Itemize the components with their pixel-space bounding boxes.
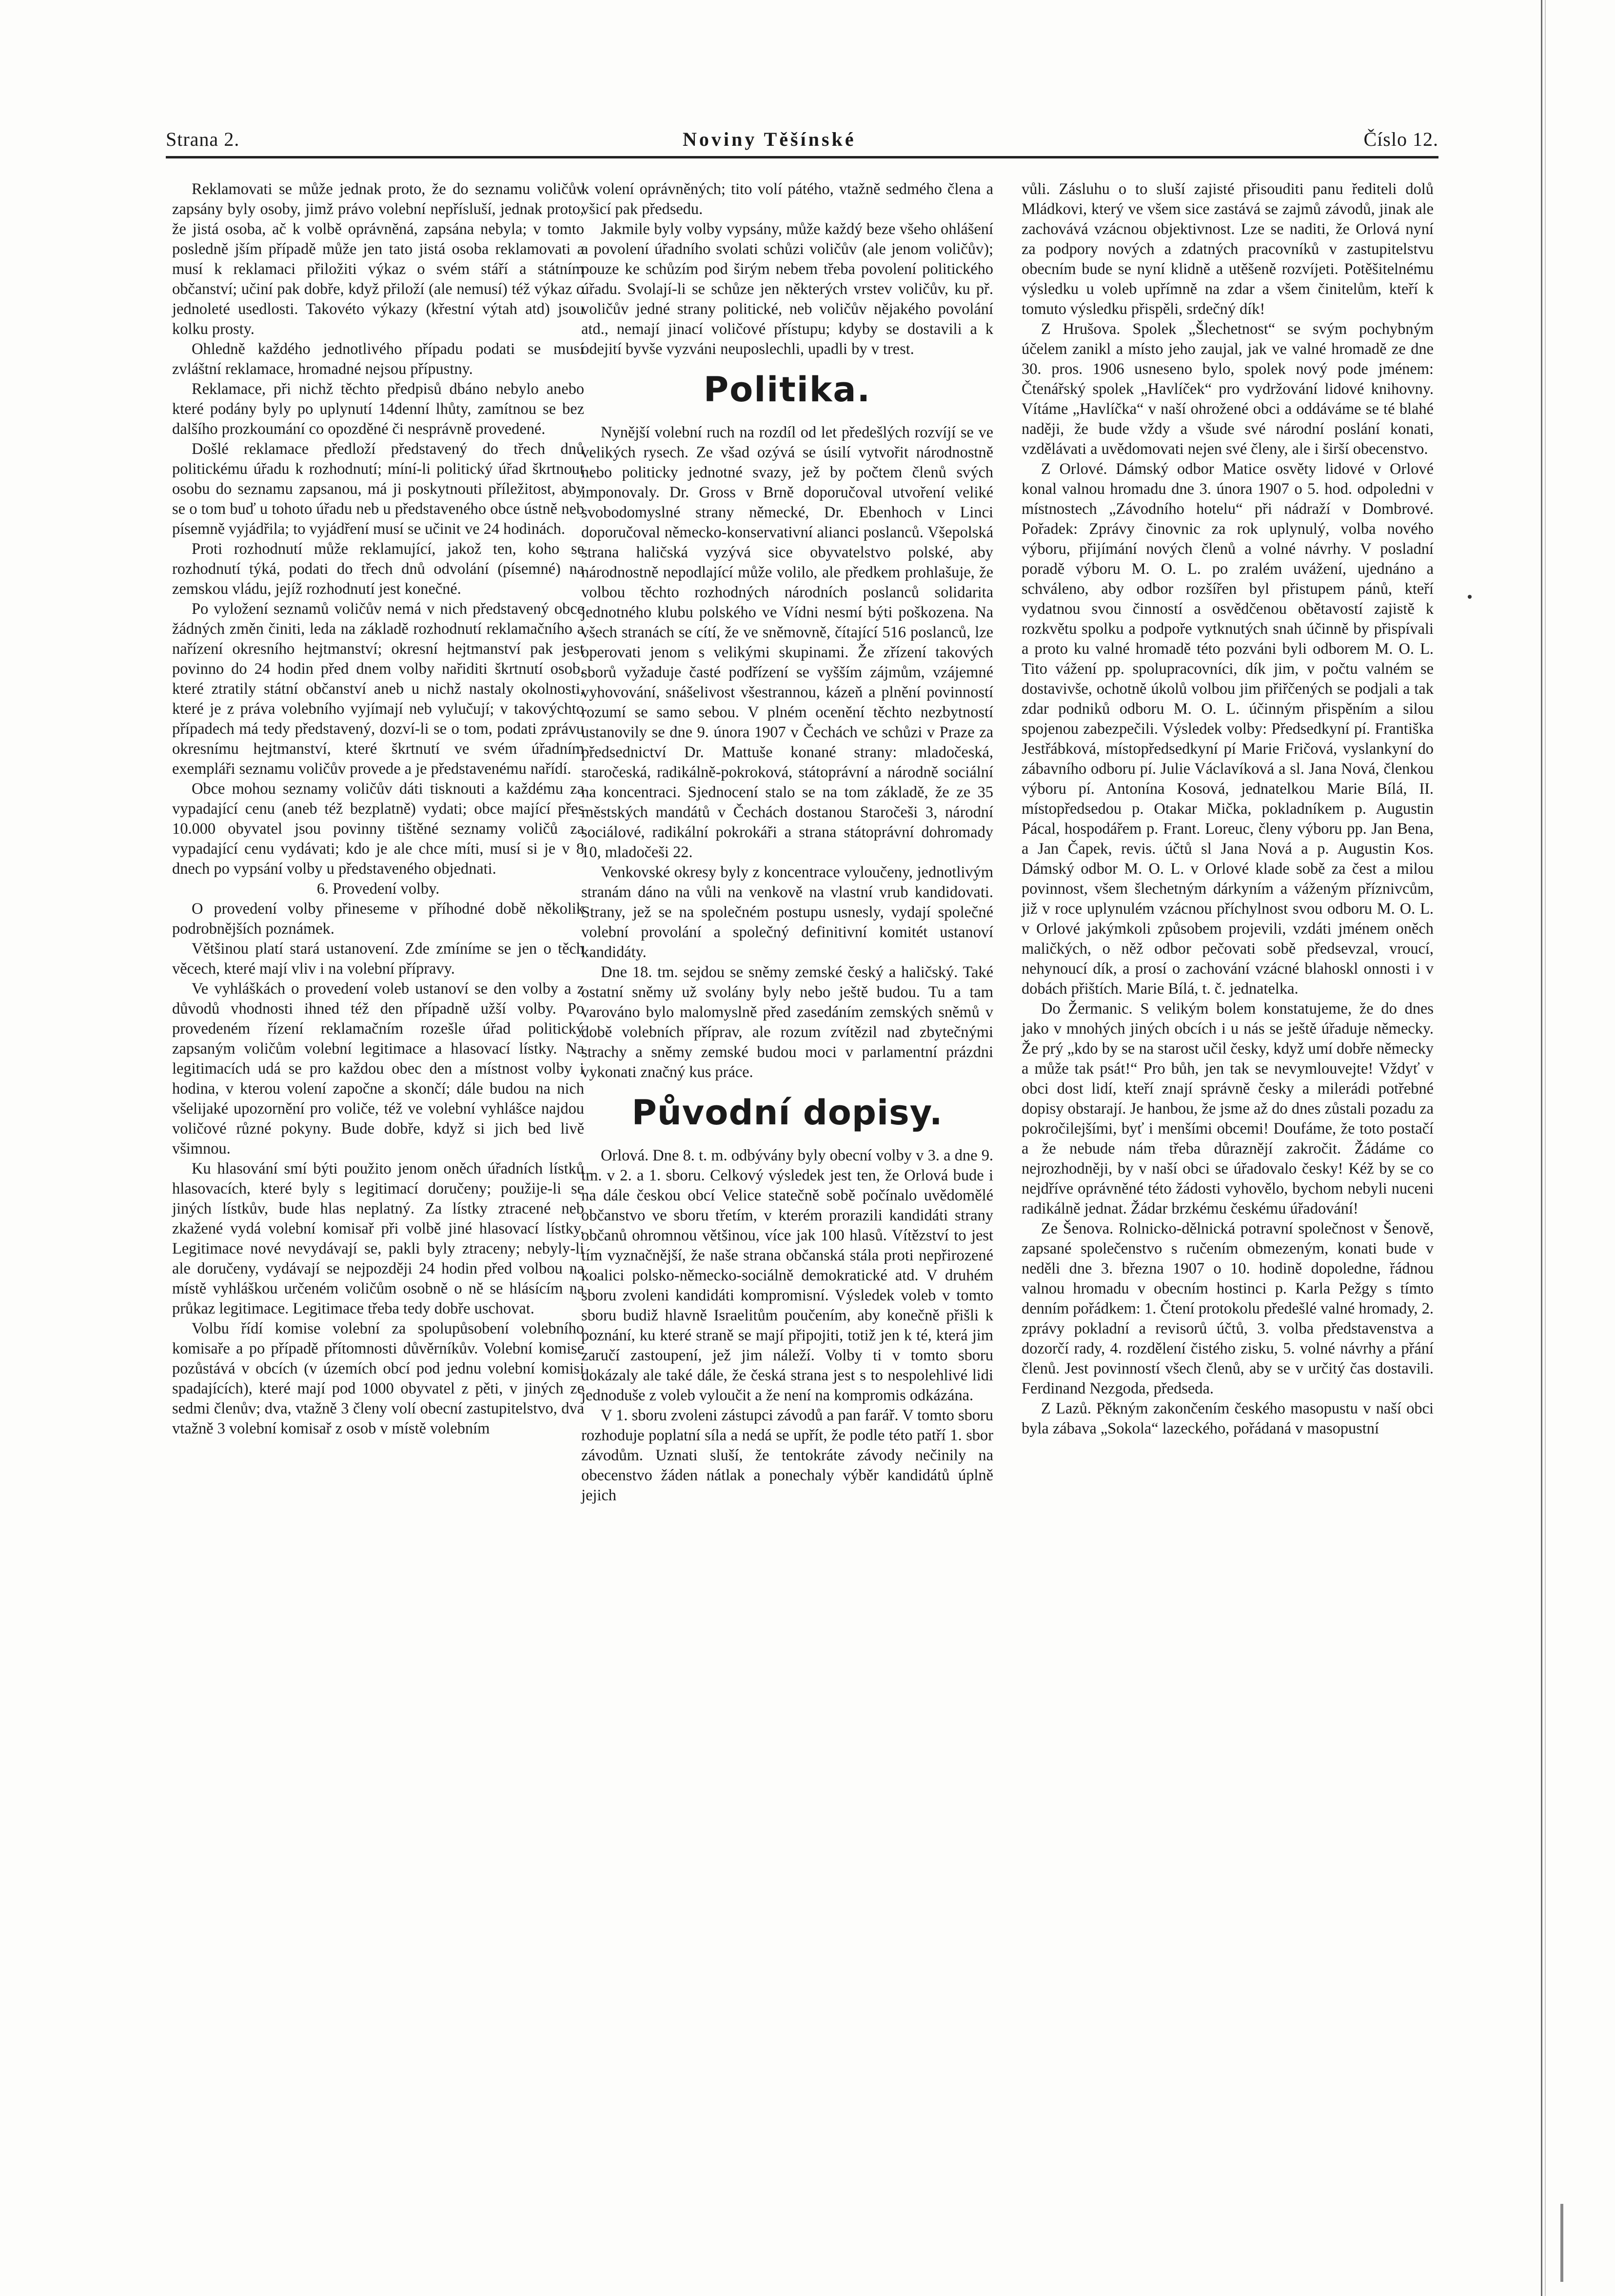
- paragraph: Ze Šenova. Rolnicko-dělnická potravní společnost v Šenově, zapsané společenstvo s ručením obmezeným, konati bude v neděli dne 3. března 1907 o 10. hodině dopoledne, řádnou valnou hromadu v obecním hostinci p. Karla Pežgy s tímto denním pořádkem: 1. Čtení protokolu předešlé valné hromady, 2. zprávy pokladní a revisorů účtů, 3. volba představenstva a dozorčí rady, 4. rozdělení čistého zisku, 5. volné návrhy a přání členů. Jest povinností všech členů, aby se v určitý čas dostavili. Ferdinand Nezgoda, předseda.: [1022, 1220, 1434, 1397]
- paragraph: Obce mohou seznamy voličův dáti tisknouti a každému za vypadající cenu (aneb též bezplatně) vydati; obce mající přes 10.000 obyvatel jsou povinny tištěné seznamy voličů za vypadající cenu vydávati; kdo je ale chce míti, musí si je v 8 dnech po vypsání volby u představeného objednati.: [172, 780, 584, 878]
- paragraph: Reklamovati se může jednak proto, že do seznamu voličův zapsány byly osoby, jimž právo volební nepřísluší, jednak proto, že jistá osoba, ač k volbě oprávněná, zapsána nebyla; v tomto posledně jším případě může jen tato jistá osoba reklamovati a musí k reklamaci přiložiti výkaz o svém stáří a státním občanství; učiní pak dobře, když přiloží (ale nemusí) též výkaz o jednoleté usedlosti. Takovéto výkazy (křestní výtah atd) jsou kolku prosty.: [172, 180, 584, 338]
- paragraph: Ve vyhláškách o provedení voleb ustanoví se den volby a z důvodů vhodnosti ihned též den případně užší volby. Po provedeném řízení reklamačním rozešle úřad politický zapsaným voličům volební legitimace a hlasovací lístky. Na legitimacích udá se pro každou obec den a místnost volby i hodina, v kterou volení započne a skončí; dále budou na nich všelijaké upozornění pro voliče, též ve volební vyhlášce najdou voličové různé pokyny. Bude dobře, když si jich bed livě všimnou.: [172, 980, 584, 1158]
- paragraph: Ohledně každého jednotlivého případu podati se musí zvláštní reklamace, hromadné nejsou přípustny.: [172, 340, 584, 378]
- scan-edge-shadow: [1545, 0, 1546, 2296]
- paragraph: O provedení volby přineseme v příhodné době několik podrobnějších poznámek.: [172, 900, 584, 938]
- paragraph: Z Hrušova. Spolek „Šlechetnost“ se svým pochybným účelem zanikl a místo jeho zaujal, jak ve valné hromadě ze dne 30. pros. 1906 usneseno bylo, spolek nový pode jménem: Čtenářský spolek „Havlíček“ pro vydržování lidové knihovny. Vítáme „Havlíčka“ v naší ohrožené obci a oddáváme se té blahé naději, že bude vždy a všude své národní poslání konati, vzdělávati a uvědomovati nejen své členy, ale i širší obecenstvo.: [1022, 320, 1434, 458]
- paragraph: Orlová. Dne 8. t. m. odbývány byly obecní volby v 3. a dne 9. tm. v 2. a 1. sboru. Celkový výsledek jest ten, že Orlová bude i na dále českou obcí Velice statečně sobě počínalo uvědomělé občanstvo ve sboru třetím, v kterém prorazili kandidáti strany občanů ohromnou většinou, více jak 100 hlasů. Vítězství to jest tím vyznačnější, že naše strana občanská stála proti nepřirozené koalici polsko-německo-sociálně demokratické atd. V druhém sboru zvoleni kandidáti kompromisní. Výsledek voleb v tomto sboru budiž hlavně Israelitům poučením, aby konečně přišli k poznání, ku které straně se mají připojiti, totiž jen k té, která jim zaručí zastoupení, jež jim náleží. Volby ti v tomto sboru dokázaly ale také dále, že česká strana jest s to nespolehlivé lidi jednoduše z voleb vyloučit a že není na kompromis odkázána.: [581, 1147, 993, 1404]
- paragraph: Většinou platí stará ustanovení. Zde zmíníme se jen o těch věcech, které mají vliv i na volební přípravy.: [172, 940, 584, 978]
- ink-speck: [1468, 595, 1472, 599]
- page-header: [166, 128, 1438, 157]
- paragraph: k volení oprávněných; tito volí pátého, vtažně sedmého člena a všicí pak předsedu.: [581, 180, 993, 218]
- paragraph: Nynější volební ruch na rozdíl od let předešlých rozvíjí se ve velikých rysech. Ze všad ozývá se úsilí vytvořit národnostně nebo politicky jednotné svazy, jež by počtem členů svých imponovaly. Dr. Gross v Brně doporučoval utvoření veliké svobodomyslné strany německé, Dr. Ebenhoch v Linci doporučoval německo-konservativní alianci poslanců. Všepolská strana haličská vyzývá sice obyvatelstvo polské, aby národnostně nepodlající může volilo, ale předkem prohlašuje, že volbou těchto rozhodných národních poslanců solidarita jednotného klubu polského ve Vídni nesmí býti poškozena. Na všech stranách se cítí, že ve sněmovně, čítající 516 poslanců, lze operovati jenom s velikými skupinami. Že zřízení takových sborů vyžaduje časté podřízení se vyšším zájmům, vzájemné vyhovování, snášelivost všestrannou, kázeň a plnění povinností rozumí se samo sebou. V plném ocenění těchto nezbytností ustanovily se dne 9. února 1907 v Čechách ve schůzi v Praze za předsednictví Dr. Mattuše konané strany: mladočeská, staročeská, radikálně-pokroková, státoprávní a národně sociální na koncentraci. Sjednocení stalo se na tom základě, že ze 35 městských mandátů v Čechách dostanou Staročeši 3, národní sociálové, radikální pokrokáři a strana státoprávní dohromady 10, mladočeši 22.: [581, 424, 993, 861]
- paragraph: Po vyložení seznamů voličův nemá v nich představený obce žádných změn činiti, leda na základě rozhodnutí reklamačního a nařízení okresního hejtmanství; okresní hejtmanství pak jest povinno do 24 hodin před dnem volby nařiditi škrtnutí osob, které ztratily státní občanství aneb u nichž nastaly okolnosti, které je z práva volebního vyjímají neb vylučují; v takovýchto případech má tedy představený, dozví-li se o tom, podati zprávu okresnímu hejtmanství, které škrtnutí ve svém úřadním exempláři seznamu voličův provede a je představenému nařídí.: [172, 600, 584, 778]
- header-rule: [166, 156, 1438, 158]
- paragraph: Do Žermanic. S velikým bolem konstatujeme, že do dnes jako v mnohých jiných obcích i u nás se ještě úřaduje německy. Že prý „kdo by se na starost učil česky, když umí dobře německy a může tak psát!“ Pro bůh, jen tak se nevymlouvejte! Vždyť v obci dost lidí, kteří znají správně česky a milerádi potřebné dopisy obstarají. Je hanbou, že jsme až do dnes zůstali pozadu za pokročilejšími, byť i menšími obcemi! Doufáme, že toto postačí a že nebude nám třeba důraznějí zakročit. Žádáme co nejrozhodněji, by v naší obci se úřadovalo česky! Kéž by se co nejdříve oprávněné této žádosti vyhovělo, bychom nebyli nuceni radikálně jednat. Žádar brzkému českému úřadování!: [1022, 1000, 1434, 1217]
- page-number: Strana 2.: [166, 128, 240, 150]
- column-2: [581, 179, 993, 1506]
- paragraph: Z Lazů. Pěkným zakončením českého masopustu v naší obci byla zábava „Sokola“ lazeckého, pořádaná v masopustní: [1022, 1400, 1434, 1437]
- section-heading-politika: Politika.: [703, 370, 871, 410]
- paragraph: Volbu řídí komise volební za spolupůsobení volebního komisaře a po případě přítomnosti důvěrníkův. Volební komise pozůstává v obcích (v územích obcí pod jednu volební komisi spadajících), které mají pod 1000 obyvatel z pěti, v jiných ze sedmi členův; dva, vtažně 3 členy volí obecní zastupitelstvo, dva vtažně 3 volební komisař z osob v místě volebním: [172, 1320, 584, 1437]
- section-heading-dopisy: Původní dopisy.: [631, 1093, 943, 1133]
- column-3: [1022, 179, 1434, 1439]
- paragraph: Dne 18. tm. sejdou se sněmy zemské český a haličský. Také ostatní sněmy už svolány byly nebo ještě budou. Tu a tam varováno bylo malomyslně před zasedáním zemských sněmů v době volebních příprav, ale rozum zvítězil nad zbytečnými strachy a sněmy zemské budou moci v parlamentní prázdni vykonati značný kus práce.: [581, 963, 993, 1081]
- paragraph: Došlé reklamace předloží představený do třech dnů politickému úřadu k rozhodnutí; míní-li politický úřad škrtnout osobu do seznamu zapsanou, má ji poskytnouti příležitost, aby se o tom buď u tohoto úřadu neb u představeného obce ústně neb písemně vyjádřila; to vyjádření musí se učinit ve 24 hodinách.: [172, 440, 584, 538]
- section-subheading: 6. Provedení volby.: [316, 880, 440, 898]
- issue-number: Číslo 12.: [1363, 128, 1438, 150]
- paragraph: Jakmile byly volby vypsány, může každý beze všeho ohlášení a povolení úřadního svolati schůzi voličův (ale jenom voličův); pouze ke schůzím pod širým nebem třeba povolení politického úřadu. Svolají-li se schůze jen některých vrstev voličův, ku př. voličův jedné strany politické, neb voličův nějakého povolání atd., nemají jinací voličové přístupu; kdyby se dostavili a k odejití byvše vyzváni neuposlechli, upadli by v trest.: [581, 220, 993, 358]
- paragraph: Proti rozhodnutí může reklamující, jakož ten, koho se rozhodnutí týká, podati do třech dnů odvolání (písemné) na zemskou vládu, jejíž rozhodnutí jest konečné.: [172, 540, 584, 598]
- scan-edge-mark: [1560, 2204, 1563, 2282]
- paragraph: V 1. sboru zvoleni zástupci závodů a pan farář. V tomto sboru rozhoduje poplatní síla a nedá se upřít, že podle této patří 1. sbor závodům. Uznati sluší, že tentokráte závody nečinily na obecenstvo žáden nátlak a ponechaly výběr kandidátů úplně jejich: [581, 1407, 993, 1504]
- paragraph: vůli. Zásluhu o to sluší zajisté přisouditi panu řediteli dolů Mládkovi, který ve všem sice zastává se zajmů závodů, jinak ale zachovává vzácnou objektivnost. Lze se naditi, že Orlová nyní za podpory nových a zdatných pracovníků v zastupitelstvu obecním bude se nyní klidně a utěšeně rozvíjeti. Potěšitelnému výsledku u voleb upřímně na zdar a všem činitelům, kteří k tomuto výsledku přispěli, srdečný dík!: [1022, 180, 1434, 318]
- paragraph: Venkovské okresy byly z koncentrace vyloučeny, jednotlivým stranám dáno na vůli na venkově na vlastní vrub kandidovati. Strany, jež se na společném postupu usnesly, vydají společné volební provolání a společný definitivní komitét ustanoví kandidáty.: [581, 863, 993, 961]
- newspaper-title: Noviny Těšínské: [683, 128, 856, 150]
- paragraph: Z Orlové. Dámský odbor Matice osvěty lidové v Orlové konal valnou hromadu dne 3. února 1907 o 5. hod. odpoledni v místnostech „Závodního hotelu“ při nádraží v Dombrové. Pořadek: Zprávy činovnic za rok uplynulý, volba nového výboru, přijímání nových členů a volné návrhy. V posladní poradě výboru M. O. L. po zralém uvážení, ujednáno a schváleno, aby odbor rozšířen byl přistupem pánů, kteří vydatnou svou činností a osvědčenou obětavostí zajistě k rozkvětu spolku a podpoře vytknutých snah účinně by přispívali a proto ku valné hromadě této pozváni byli odborem M. O. L. Tito vážení pp. spolupracovníci, dík jim, v počtu valném se dostavivše, ochotně úkolů volbou jim přiřčených se podjali a tak zdar podniků odboru M. O. L. účinným přispěním a silou spojenou zabezpečili. Výsledek volby: Předsedkyní pí. Františka Jestřábková, místopředsedkyní pí Marie Fričová, vyslankyní do zábavního odboru pí. Julie Václavíková a sl. Jana Nová, členkou výboru pí. Antonína Kosová, jednatelkou Marie Bílá, II. místopředsedou p. Otakar Mička, pokladníkem p. Augustin Pácal, hospodářem p. Frant. Loreuc, členy výboru pp. Jan Bena, a Jan Čapek, revis. účtů sl Jana Nová a p. Augustin Kos. Dámský odbor M. O. L. v Orlové klade sobě za čest a milou povinnost, všem šlechetným dárkyním a váženým příznivcům, již v roce uplynulém vzácnou příchylnost svou odboru M. O. L. v Orlové jakýmkoli způsobem projevili, vzdáti jménem oněch maličkých, o něž odbor pečovati sobě předsevzal, vroucí, nehynoucí dík, a prosí o zachování vzácné blahoskl onnosti i v dobách přištích. Marie Bílá, t. č. jednatelka.: [1022, 460, 1434, 998]
- scan-edge-line: [1541, 0, 1542, 2296]
- column-1: [172, 179, 584, 1439]
- paragraph: Ku hlasování smí býti použito jenom oněch úřadních lístků hlasovacích, které byly s legitimací doručeny; použije-li se jiných lístkův, bude hlas neplatný. Za lístky ztracené neb zkažené vydá volební komisař při volbě jiné hlasovací lístky. Legitimace nové nevydávají se, pakli byly ztraceny; nebyly-li ale doručeny, vydávají se nejpozději 24 hodin před volbou na místě vyhláškou určeném voličům osobně o ně se hlásícím na průkaz legitimace. Legitimace třeba tedy dobře uschovat.: [172, 1160, 584, 1317]
- paragraph: Reklamace, při nichž těchto předpisů dbáno nebylo anebo které podány byly po uplynutí 14denní lhůty, zamítnou se bez dalšího prozkoumání co opozděné či nesprávně provedené.: [172, 380, 584, 438]
